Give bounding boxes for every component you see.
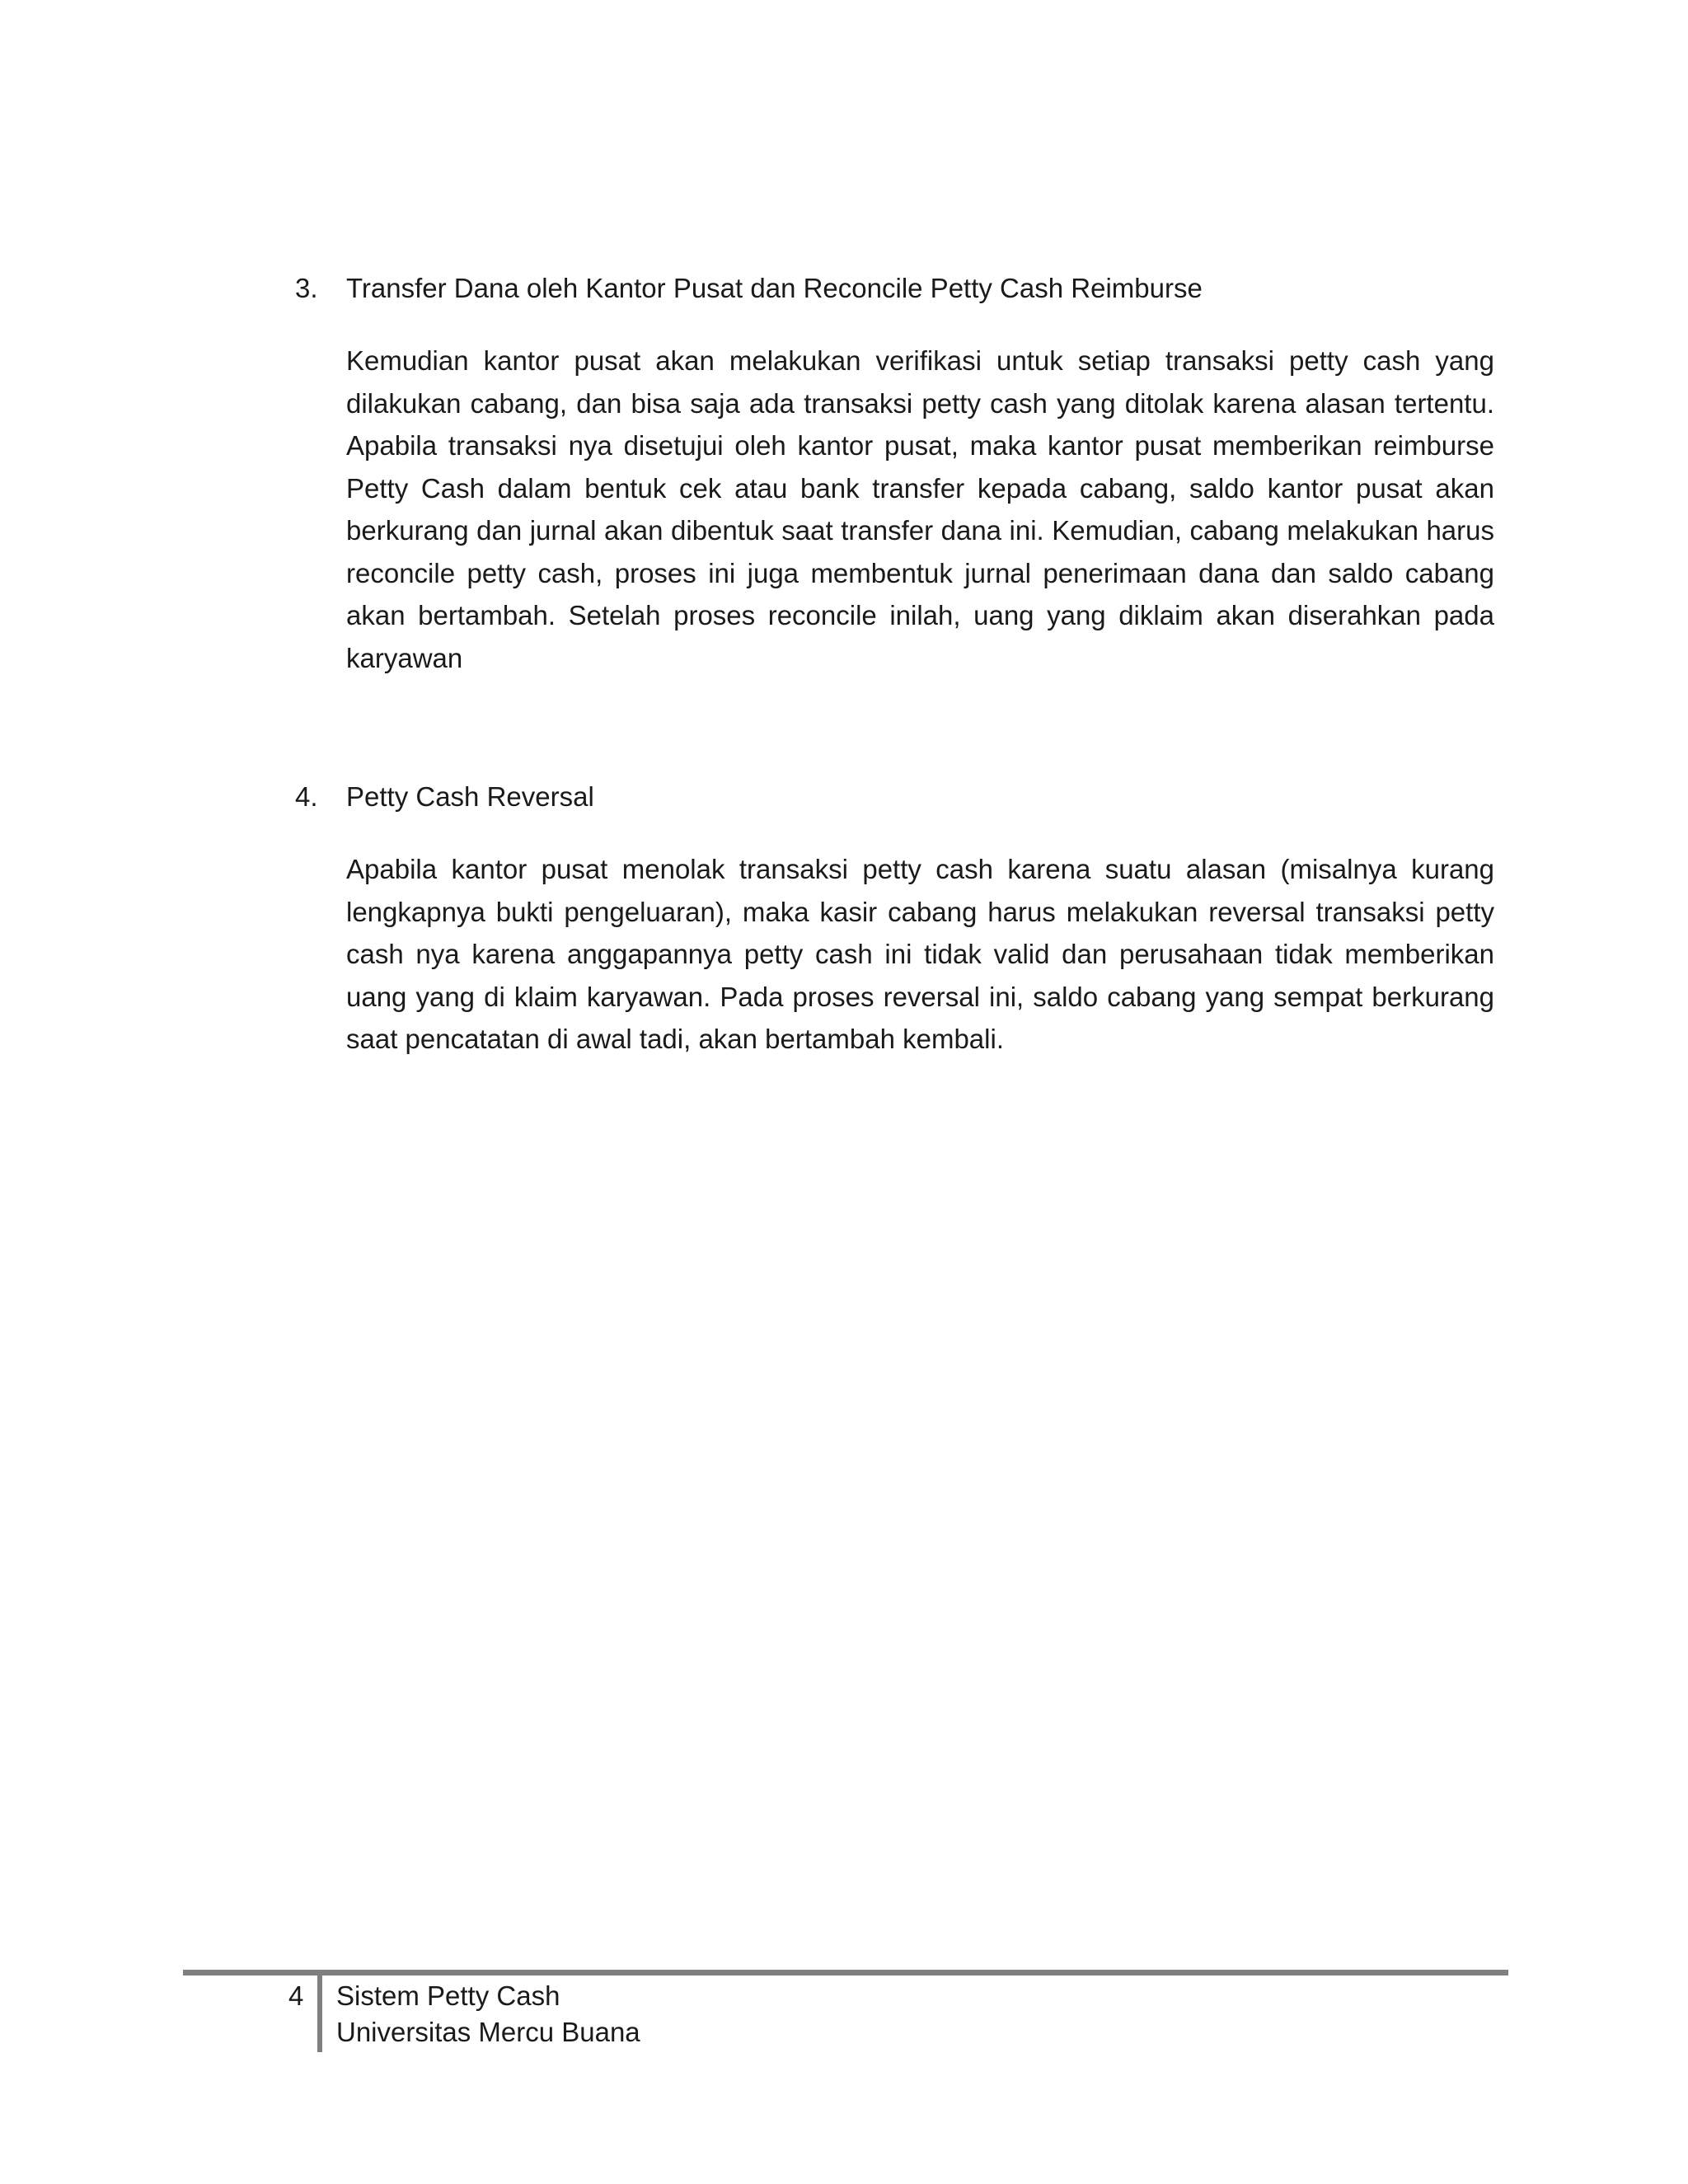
section-3 [295,270,1494,706]
footer-document-title: Sistem Petty Cash [336,1980,560,2011]
section-heading [295,270,1494,307]
section-title: Petty Cash Reversal [346,781,594,812]
footer-text [336,1978,640,2050]
section-paragraph: Apabila kantor pusat menolak transaksi petty cash karena suatu alasan (misalnya kurang lengkapnya bukti pengeluaran), maka kasir cabang harus melakukan reversal transaksi petty cash nya karena anggapannya petty cash ini tidak valid dan perusahaan tidak memberikan uang yang di klaim karyawan. Pada proses reversal ini, saldo cabang yang sempat berkurang saat pencatatan di awal tadi, akan bertambah kembali. [346,854,1494,1054]
section-4 [295,779,1494,1088]
page-number: 4 [288,1980,304,2011]
section-paragraph: Kemudian kantor pusat akan melakukan verifikasi untuk setiap transaksi petty cash yang dilakukan cabang, dan bisa saja ada transaksi petty cash yang ditolak karena alasan tertentu. Apabila transaksi nya disetujui oleh kantor pusat, maka kantor pusat memberikan reimburse Petty Cash dalam bentuk cek atau bank transfer kepada cabang, saldo kantor pusat akan berkurang dan jurnal akan dibentuk saat transfer dana ini. Kemudian, cabang melakukan harus reconcile petty cash, proses ini juga membentuk jurnal penerimaan dana dan saldo cabang akan bertambah. Setelah proses reconcile inilah, uang yang diklaim akan diserahkan pada karyawan [346,345,1494,673]
footer-vertical-bar [317,1975,322,2052]
list-number: 4. [295,781,318,812]
section-title: Transfer Dana oleh Kantor Pusat dan Reconcile Petty Cash Reimburse [346,273,1203,303]
section-heading [295,779,1494,815]
footer-divider [183,1970,1508,1975]
footer-institution: Universitas Mercu Buana [336,2017,640,2047]
list-number: 3. [295,273,318,303]
